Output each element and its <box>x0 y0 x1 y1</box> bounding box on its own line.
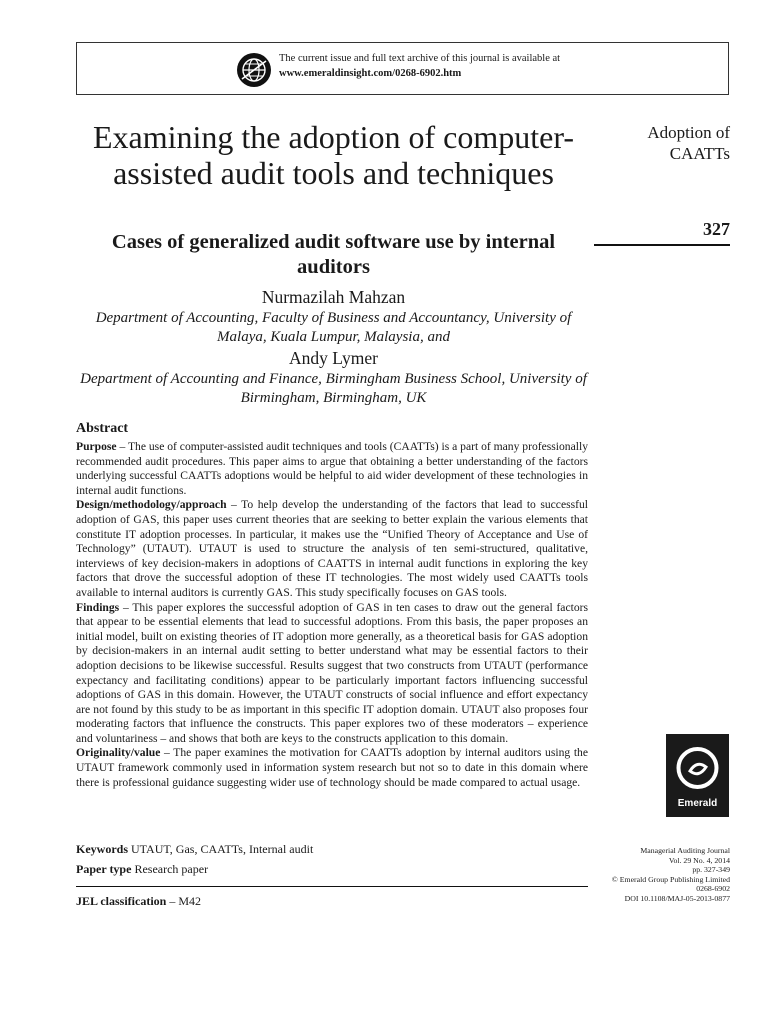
section-text: – To help develop the understanding of the factors that lead to successful adoption of GAS, this paper uses current theories that are seeking to better explain the various elements that constitute IT adoption processes. In particular, it makes use the “Unified Theory of Acceptance and Use of Technology” (UTAUT). UTAUT is used to structure the analysis of ten semi-structured, qualitative, interviews of key decision-makers in adoptions of CAATTS in internal audit functions in exploring the key factors that drove the successful adoption of these IT technologies. The most widely used CAATTs tools available to internal auditors is currently GAS. This study specifically focuses on GAS tools. <box>76 498 588 599</box>
section-text: – This paper explores the successful adoption of GAS in ten cases to draw out the general factors that appear to be essential elements that lead to successful adoptions. From this basis, the paper proposes an initial model, built on existing theories of IT adoption more generally, as a theoretical basis for GAS adoption by decision-makers in an internal audit setting to better understand what may be essential factors to their adoption decisions to be likewise successful. Results suggest that two constructs from UTAUT (performance expectancy and facilitating conditions) appear to be particularly important factors influencing successful adoptions of GAS in this domain. However, the UTAUT constructs of social influence and effort expectancy are not found by this study to be as important in this specific IT adoption domain. UTAUT also proposes four moderating factors that influence the constructs. This paper explores two of these moderators – experience and voluntariness – and shows that both are keys to the constructs application to this domain. <box>76 600 588 745</box>
article-metadata <box>76 839 588 879</box>
keywords-value: UTAUT, Gas, CAATTs, Internal audit <box>128 842 314 856</box>
jel-value: – M42 <box>166 894 202 908</box>
abstract-heading: Abstract <box>76 421 129 436</box>
page-number: 327 <box>703 219 730 239</box>
keywords-line <box>76 839 588 859</box>
journal-issn: 0268-6902 <box>696 884 730 894</box>
divider <box>76 886 588 887</box>
section-text: – The paper examines the motivation for CAATTs adoption by internal auditors using the UTAUT framework commonly used in information system research but not so to date in this domain where there is professional guidance suggesting wider use of technology should be made compared to actual usage. <box>76 746 588 789</box>
paper-type-value: Research paper <box>131 862 209 876</box>
article-title: Examining the adoption of computer-assisted audit tools and techniques <box>92 119 574 191</box>
author-affiliation: Department of Accounting and Finance, Birmingham Business School, University of Birmingham, Birmingham, UK <box>80 371 587 406</box>
author-name: Andy Lymer <box>289 348 378 368</box>
paper-type-label: Paper type <box>76 862 132 876</box>
journal-info <box>560 846 730 904</box>
page-number-rule <box>594 244 730 246</box>
abstract-body <box>76 440 588 790</box>
journal-copyright: © Emerald Group Publishing Limited <box>611 874 730 884</box>
abstract-section-purpose <box>76 440 588 498</box>
journal-name: Managerial Auditing Journal <box>640 846 730 855</box>
abstract-section-findings <box>76 601 588 747</box>
jel-label: JEL classification <box>76 894 167 908</box>
keywords-label: Keywords <box>76 842 128 856</box>
journal-pages: pp. 327-349 <box>692 865 730 875</box>
access-notice-text: The current issue and full text archive of this journal is available at <box>279 53 561 64</box>
globe-icon <box>236 52 272 88</box>
abstract-section-design <box>76 498 588 600</box>
running-head: Adoption of CAATTs <box>647 123 730 163</box>
section-label: Purpose <box>76 440 117 453</box>
section-label: Findings <box>76 600 120 614</box>
author-affiliation: Department of Accounting, Faculty of Business and Accountancy, University of Malaya, Kuala Lumpur, Malaysia, and <box>95 310 572 345</box>
section-text: – The use of computer-assisted audit techniques and tools (CAATTs) is a part of many professionally recommended audit procedures. This paper aims to argue that obtaining a better understanding of the factors underlying successful CAATTs adoptions would be helpful to aid wider development of these technologies in internal audit functions. <box>76 440 588 497</box>
emerald-logo-text: Emerald <box>677 798 718 809</box>
section-label: Design/methodology/approach <box>76 498 227 512</box>
author-name: Nurmazilah Mahzan <box>261 287 406 307</box>
journal-url-link[interactable]: www.emeraldinsight.com/0268-6902.htm <box>279 68 462 79</box>
jel-classification <box>76 894 201 909</box>
journal-doi: DOI 10.1108/MAJ-05-2013-0877 <box>624 893 730 903</box>
paper-type-line <box>76 859 588 879</box>
article-subtitle: Cases of generalized audit software use by internal auditors <box>111 231 556 278</box>
journal-volume: Vol. 29 No. 4, 2014 <box>668 855 730 865</box>
section-label: Originality/value <box>76 746 161 760</box>
abstract-section-originality <box>76 746 588 790</box>
